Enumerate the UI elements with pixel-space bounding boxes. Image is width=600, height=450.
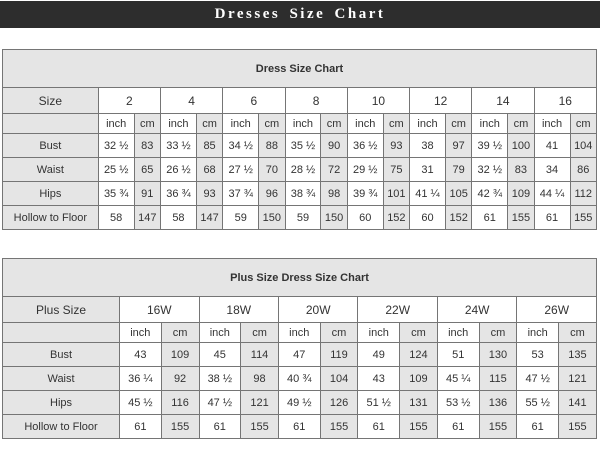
inch-value-cell: 44 ¼ [534,182,570,206]
inch-value-cell: 58 [160,206,196,230]
cm-value-cell: 90 [321,134,347,158]
cm-unit-cell: cm [241,323,279,343]
inch-value-cell: 53 [517,343,559,367]
measurement-row [3,367,597,391]
measurement-row [3,343,597,367]
inch-value-cell: 39 ½ [472,134,508,158]
inch-unit-cell: inch [120,323,162,343]
inch-value-cell: 61 [199,415,241,439]
cm-value-cell: 68 [196,158,222,182]
inch-value-cell: 49 [358,343,400,367]
cm-value-cell: 70 [259,158,285,182]
cm-value-cell: 121 [558,367,596,391]
size-header-row [3,297,597,323]
inch-value-cell: 34 [534,158,570,182]
cm-value-cell: 98 [321,182,347,206]
measurement-row [3,134,597,158]
cm-unit-cell: cm [479,323,517,343]
inch-unit-cell: inch [517,323,559,343]
inch-unit-cell: inch [160,114,196,134]
inch-value-cell: 61 [472,206,508,230]
inch-unit-cell: inch [347,114,383,134]
cm-value-cell: 83 [508,158,534,182]
cm-value-cell: 86 [570,158,597,182]
row-label-cell: Bust [3,343,120,367]
inch-value-cell: 61 [517,415,559,439]
inch-value-cell: 35 ¾ [98,182,134,206]
cm-value-cell: 155 [508,206,534,230]
cm-unit-cell: cm [383,114,409,134]
plus-size-chart-table [2,258,597,439]
dress-size-chart-table [2,49,597,230]
cm-unit-cell: cm [320,323,358,343]
cm-value-cell: 109 [508,182,534,206]
cm-value-cell: 101 [383,182,409,206]
inch-value-cell: 40 ¾ [278,367,320,391]
cm-value-cell: 141 [558,391,596,415]
cm-unit-cell: cm [161,323,199,343]
cm-unit-cell: cm [400,323,438,343]
inch-value-cell: 37 ¾ [223,182,259,206]
inch-value-cell: 31 [410,158,446,182]
cm-unit-cell: cm [134,114,160,134]
unit-row-spacer-cell [3,114,99,134]
inch-value-cell: 59 [223,206,259,230]
unit-header-row [3,114,597,134]
cm-value-cell: 150 [321,206,347,230]
size-header-cell: 2 [98,88,160,114]
inch-value-cell: 61 [120,415,162,439]
size-label-cell: Size [3,88,99,114]
inch-unit-cell: inch [534,114,570,134]
inch-value-cell: 61 [278,415,320,439]
size-header-cell: 6 [223,88,285,114]
row-label-cell: Waist [3,158,99,182]
inch-value-cell: 39 ¾ [347,182,383,206]
size-label-cell: Plus Size [3,297,120,323]
size-header-cell: 12 [410,88,472,114]
inch-unit-cell: inch [285,114,321,134]
cm-unit-cell: cm [259,114,285,134]
size-header-cell: 8 [285,88,347,114]
cm-value-cell: 112 [570,182,597,206]
cm-value-cell: 131 [400,391,438,415]
inch-value-cell: 51 ½ [358,391,400,415]
cm-value-cell: 152 [445,206,471,230]
cm-value-cell: 75 [383,158,409,182]
inch-value-cell: 53 ½ [437,391,479,415]
cm-value-cell: 91 [134,182,160,206]
inch-value-cell: 61 [534,206,570,230]
inch-unit-cell: inch [199,323,241,343]
inch-unit-cell: inch [358,323,400,343]
inch-value-cell: 45 [199,343,241,367]
cm-value-cell: 119 [320,343,358,367]
measurement-row [3,415,597,439]
row-label-cell: Hollow to Floor [3,415,120,439]
size-header-cell: 16W [120,297,199,323]
cm-value-cell: 93 [196,182,222,206]
cm-value-cell: 155 [320,415,358,439]
inch-value-cell: 47 ½ [517,367,559,391]
cm-value-cell: 150 [259,206,285,230]
cm-value-cell: 155 [570,206,597,230]
inch-value-cell: 38 ½ [199,367,241,391]
page-title-banner [0,1,600,28]
inch-value-cell: 25 ½ [98,158,134,182]
row-label-cell: Bust [3,134,99,158]
cm-value-cell: 147 [134,206,160,230]
inch-unit-cell: inch [278,323,320,343]
size-header-cell: 10 [347,88,409,114]
measurement-row [3,391,597,415]
table-title: Dress Size Chart [3,50,597,88]
inch-value-cell: 61 [437,415,479,439]
measurement-row [3,206,597,230]
cm-value-cell: 85 [196,134,222,158]
size-header-cell: 26W [517,297,597,323]
cm-value-cell: 72 [321,158,347,182]
inch-value-cell: 35 ½ [285,134,321,158]
cm-value-cell: 155 [479,415,517,439]
inch-value-cell: 38 ¾ [285,182,321,206]
inch-value-cell: 34 ½ [223,134,259,158]
cm-value-cell: 121 [241,391,279,415]
page-title: Dresses Size Chart [214,6,386,22]
cm-value-cell: 124 [400,343,438,367]
size-header-cell: 18W [199,297,278,323]
inch-value-cell: 28 ½ [285,158,321,182]
cm-unit-cell: cm [508,114,534,134]
size-header-cell: 22W [358,297,437,323]
table-title-row [3,50,597,88]
cm-value-cell: 147 [196,206,222,230]
inch-value-cell: 36 ½ [347,134,383,158]
inch-value-cell: 27 ½ [223,158,259,182]
cm-value-cell: 100 [508,134,534,158]
unit-row-spacer-cell [3,323,120,343]
cm-value-cell: 135 [558,343,596,367]
inch-value-cell: 55 ½ [517,391,559,415]
inch-value-cell: 49 ½ [278,391,320,415]
inch-value-cell: 47 [278,343,320,367]
size-header-cell: 24W [437,297,516,323]
cm-unit-cell: cm [321,114,347,134]
inch-value-cell: 26 ½ [160,158,196,182]
inch-unit-cell: inch [223,114,259,134]
cm-value-cell: 136 [479,391,517,415]
inch-value-cell: 58 [98,206,134,230]
inch-value-cell: 32 ½ [98,134,134,158]
inch-unit-cell: inch [410,114,446,134]
cm-unit-cell: cm [558,323,596,343]
inch-value-cell: 32 ½ [472,158,508,182]
size-header-cell: 14 [472,88,534,114]
size-header-cell: 16 [534,88,596,114]
cm-value-cell: 104 [320,367,358,391]
cm-value-cell: 104 [570,134,597,158]
cm-value-cell: 155 [400,415,438,439]
inch-unit-cell: inch [472,114,508,134]
inch-value-cell: 60 [347,206,383,230]
size-header-cell: 20W [278,297,357,323]
cm-value-cell: 93 [383,134,409,158]
cm-unit-cell: cm [196,114,222,134]
cm-value-cell: 65 [134,158,160,182]
inch-value-cell: 45 ½ [120,391,162,415]
inch-value-cell: 60 [410,206,446,230]
cm-value-cell: 114 [241,343,279,367]
unit-header-row [3,323,597,343]
cm-value-cell: 97 [445,134,471,158]
inch-value-cell: 43 [120,343,162,367]
row-label-cell: Hips [3,182,99,206]
cm-unit-cell: cm [445,114,471,134]
inch-value-cell: 59 [285,206,321,230]
size-header-cell: 4 [160,88,222,114]
inch-value-cell: 41 ¼ [410,182,446,206]
cm-value-cell: 130 [479,343,517,367]
measurement-row [3,182,597,206]
cm-value-cell: 155 [241,415,279,439]
inch-value-cell: 38 [410,134,446,158]
table-title: Plus Size Dress Size Chart [3,259,597,297]
cm-value-cell: 109 [400,367,438,391]
cm-value-cell: 155 [558,415,596,439]
inch-value-cell: 42 ¾ [472,182,508,206]
cm-value-cell: 92 [161,367,199,391]
cm-value-cell: 96 [259,182,285,206]
inch-value-cell: 29 ½ [347,158,383,182]
row-label-cell: Waist [3,367,120,391]
row-label-cell: Hollow to Floor [3,206,99,230]
inch-value-cell: 43 [358,367,400,391]
table-title-row [3,259,597,297]
cm-value-cell: 109 [161,343,199,367]
inch-unit-cell: inch [437,323,479,343]
inch-value-cell: 36 ¾ [160,182,196,206]
inch-unit-cell: inch [98,114,134,134]
cm-value-cell: 105 [445,182,471,206]
row-label-cell: Hips [3,391,120,415]
inch-value-cell: 47 ½ [199,391,241,415]
cm-value-cell: 152 [383,206,409,230]
inch-value-cell: 36 ¼ [120,367,162,391]
cm-unit-cell: cm [570,114,597,134]
measurement-row [3,158,597,182]
size-header-row [3,88,597,114]
cm-value-cell: 79 [445,158,471,182]
cm-value-cell: 126 [320,391,358,415]
cm-value-cell: 98 [241,367,279,391]
inch-value-cell: 61 [358,415,400,439]
inch-value-cell: 41 [534,134,570,158]
inch-value-cell: 45 ¼ [437,367,479,391]
inch-value-cell: 33 ½ [160,134,196,158]
cm-value-cell: 155 [161,415,199,439]
inch-value-cell: 51 [437,343,479,367]
cm-value-cell: 115 [479,367,517,391]
cm-value-cell: 116 [161,391,199,415]
cm-value-cell: 83 [134,134,160,158]
cm-value-cell: 88 [259,134,285,158]
